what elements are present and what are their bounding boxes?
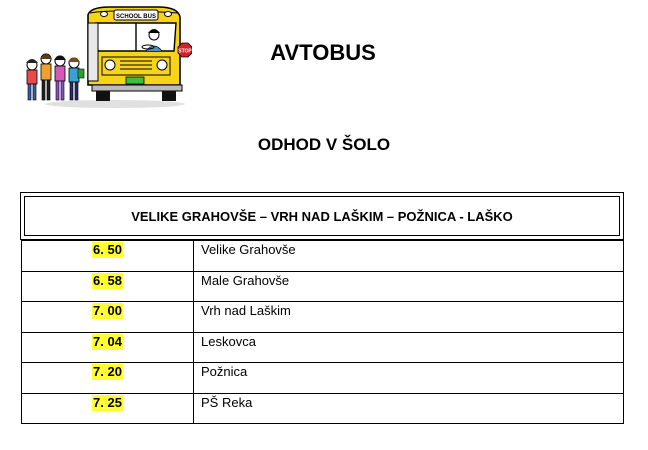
stop-name: Velike Grahovše [201,242,296,257]
stop-name-cell [194,332,624,363]
page-subtitle: ODHOD V ŠOLO [257,135,391,154]
stop-name: Požnica [201,364,248,379]
stop-name: Leskovca [201,333,256,349]
stop-name: Male Grahovše [201,272,290,288]
stop-name-cell [194,241,624,272]
table-row [22,241,624,272]
table-row [22,332,624,363]
stop-name-cell [194,271,624,302]
table-row [22,393,624,424]
table-row [22,363,624,394]
departure-time-cell [22,332,194,363]
departure-time: 7. 20 [93,364,122,379]
stop-name-cell [194,302,624,333]
departure-time-cell [22,302,194,333]
stop-name: PŠ Reka [201,394,253,410]
departure-time-cell [22,271,194,302]
table-row [22,271,624,302]
table-row [22,302,624,333]
schedule-table [21,240,624,424]
bus-sign-text: SCHOOL BUS [116,14,156,20]
departure-time: 6. 58 [93,272,122,288]
departure-time-cell [22,393,194,424]
page-title: AVTOBUS [270,40,376,65]
departure-time: 7. 00 [93,303,122,318]
route-header-box [20,192,624,240]
stop-name-cell [194,393,624,424]
departure-time-cell [22,241,194,272]
departure-time: 6. 50 [93,242,122,257]
departure-time: 7. 04 [93,333,122,349]
departure-time-cell [22,363,194,394]
stop-sign-text: STOP [178,48,192,55]
departure-time: 7. 25 [93,394,122,410]
stop-name: Vrh nad Laškim [201,303,291,318]
route-name: VELIKE GRAHOVŠE – VRH NAD LAŠKIM – POŽNICA - LAŠKO [24,196,620,236]
stop-name-cell [194,363,624,394]
